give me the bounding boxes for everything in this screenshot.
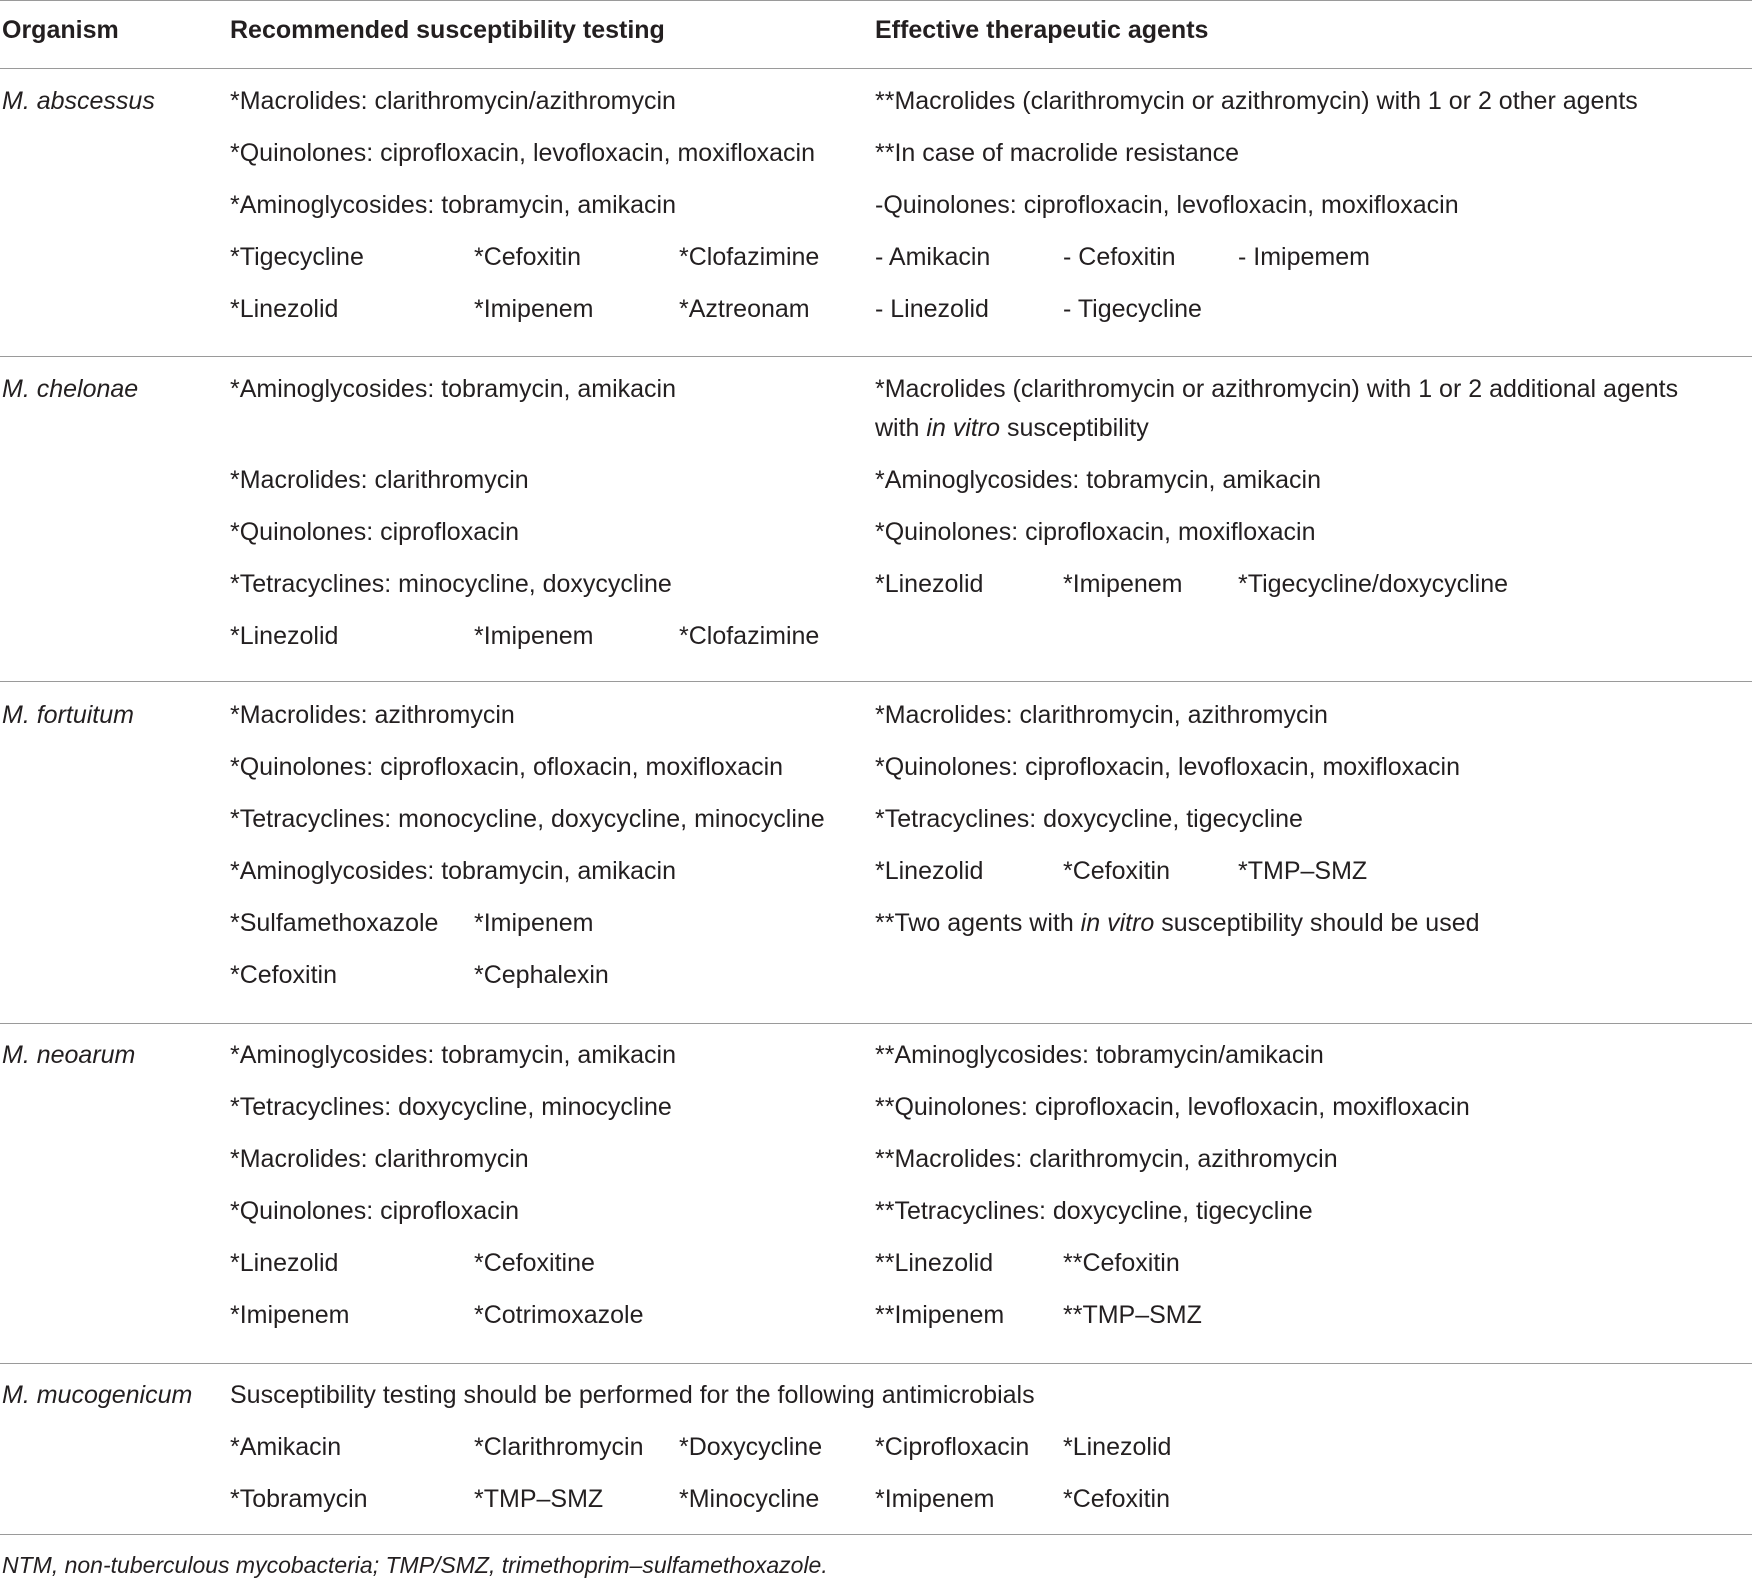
antimicrobial-item: *Amikacin — [230, 1433, 342, 1461]
agents-text: susceptibility should be used — [1154, 909, 1480, 937]
organism-name: M. mucogenicum — [2, 1381, 193, 1409]
antimicrobial-item: *Linezolid — [1063, 1433, 1172, 1461]
agents-item: - Tigecycline — [1063, 295, 1202, 323]
agents-line: **Quinolones: ciprofloxacin, levofloxacin, moxifloxacin — [875, 1093, 1470, 1121]
agents-item: *Tigecycline/doxycycline — [1238, 570, 1509, 598]
testing-line: *Quinolones: ciprofloxacin — [230, 1197, 520, 1225]
testing-line: *Tetracyclines: monocycline, doxycycline, minocycline — [230, 805, 825, 833]
agents-item: **TMP–SMZ — [1063, 1301, 1202, 1329]
testing-line: *Aminoglycosides: tobramycin, amikacin — [230, 1041, 677, 1069]
agents-line: *Macrolides (clarithromycin or azithromycin) with 1 or 2 additional agents — [875, 375, 1679, 403]
testing-item: *Cefoxitine — [474, 1249, 595, 1277]
testing-line: *Quinolones: ciprofloxacin, levofloxacin, moxifloxacin — [230, 139, 816, 167]
row-divider — [0, 681, 1752, 682]
organism-name: M. neoarum — [2, 1041, 136, 1069]
agents-line: *Macrolides: clarithromycin, azithromycin — [875, 701, 1328, 729]
testing-item: *Imipenem — [230, 1301, 350, 1329]
antimicrobial-item: *Ciprofloxacin — [875, 1433, 1030, 1461]
agents-line: *Tetracyclines: doxycycline, tigecycline — [875, 805, 1303, 833]
agents-line: *Aminoglycosides: tobramycin, amikacin — [875, 466, 1322, 494]
agents-line: *Quinolones: ciprofloxacin, moxifloxacin — [875, 518, 1316, 546]
header-rule — [0, 68, 1752, 69]
testing-line: *Quinolones: ciprofloxacin — [230, 518, 520, 546]
agents-item: - Linezolid — [875, 295, 989, 323]
agents-item: *Cefoxitin — [1063, 857, 1170, 885]
testing-line: *Tetracyclines: doxycycline, minocycline — [230, 1093, 672, 1121]
agents-line: **Macrolides (clarithromycin or azithromycin) with 1 or 2 other agents — [875, 87, 1638, 115]
testing-line: *Macrolides: azithromycin — [230, 701, 515, 729]
testing-item: *Cephalexin — [474, 961, 609, 989]
agents-item: *Linezolid — [875, 857, 984, 885]
agents-line: **Aminoglycosides: tobramycin/amikacin — [875, 1041, 1324, 1069]
agents-line: **In case of macrolide resistance — [875, 139, 1240, 167]
agents-line — [875, 908, 1480, 938]
testing-line: *Macrolides: clarithromycin/azithromycin — [230, 87, 676, 115]
in-vitro-text: in vitro — [926, 414, 1001, 442]
testing-item: *Tigecycline — [230, 243, 364, 271]
agents-item: *Linezolid — [875, 570, 984, 598]
agents-item: *TMP–SMZ — [1238, 857, 1368, 885]
testing-item: *Clofazimine — [679, 622, 820, 650]
testing-item: *Imipenem — [474, 622, 594, 650]
testing-line: *Macrolides: clarithromycin — [230, 466, 529, 494]
antimicrobial-item: *Tobramycin — [230, 1485, 368, 1513]
testing-line: *Aminoglycosides: tobramycin, amikacin — [230, 191, 677, 219]
row-divider — [0, 1363, 1752, 1364]
testing-item: *Clofazimine — [679, 243, 820, 271]
testing-item: *Aztreonam — [679, 295, 810, 323]
header-testing: Recommended susceptibility testing — [230, 16, 665, 44]
antimicrobial-item: *Clarithromycin — [474, 1433, 644, 1461]
agents-line: *Quinolones: ciprofloxacin, levofloxacin, moxifloxacin — [875, 753, 1461, 781]
agents-line: **Tetracyclines: doxycycline, tigecycline — [875, 1197, 1313, 1225]
in-vitro-text: in vitro — [1080, 909, 1155, 937]
testing-line: *Quinolones: ciprofloxacin, ofloxacin, moxifloxacin — [230, 753, 784, 781]
agents-item: **Cefoxitin — [1063, 1249, 1180, 1277]
testing-item: *Imipenem — [474, 295, 594, 323]
table-top-rule — [0, 0, 1752, 1]
testing-line: Susceptibility testing should be performed for the following antimicrobials — [230, 1381, 1035, 1409]
testing-item: *Linezolid — [230, 622, 339, 650]
agents-item: *Imipenem — [1063, 570, 1183, 598]
agents-text: susceptibility — [1000, 414, 1149, 442]
testing-item: *Cefoxitin — [230, 961, 337, 989]
testing-item: *Sulfamethoxazole — [230, 909, 439, 937]
antimicrobial-item: *Doxycycline — [679, 1433, 823, 1461]
testing-line: *Aminoglycosides: tobramycin, amikacin — [230, 857, 677, 885]
testing-item: *Linezolid — [230, 295, 339, 323]
testing-line: *Aminoglycosides: tobramycin, amikacin — [230, 375, 677, 403]
agents-line — [875, 413, 1149, 443]
table-footnote: NTM, non-tuberculous mycobacteria; TMP/SMZ, trimethoprim–sulfamethoxazole. — [2, 1552, 828, 1578]
row-divider — [0, 1023, 1752, 1024]
agents-item: - Amikacin — [875, 243, 991, 271]
testing-item: *Linezolid — [230, 1249, 339, 1277]
antimicrobial-item: *Cefoxitin — [1063, 1485, 1170, 1513]
antimicrobial-item: *Imipenem — [875, 1485, 995, 1513]
agents-line: **Macrolides: clarithromycin, azithromycin — [875, 1145, 1338, 1173]
table-bottom-rule — [0, 1534, 1752, 1535]
testing-item: *Imipenem — [474, 909, 594, 937]
agents-item: - Imipemem — [1238, 243, 1370, 271]
antimicrobial-item: *Minocycline — [679, 1485, 820, 1513]
antimicrobial-item: *TMP–SMZ — [474, 1485, 604, 1513]
testing-line: *Macrolides: clarithromycin — [230, 1145, 529, 1173]
organism-name: M. fortuitum — [2, 701, 134, 729]
header-agents: Effective therapeutic agents — [875, 16, 1209, 44]
organism-name: M. abscessus — [2, 87, 155, 115]
agents-item: - Cefoxitin — [1063, 243, 1176, 271]
agents-item: **Imipenem — [875, 1301, 1005, 1329]
agents-text: **Two agents with — [875, 909, 1081, 937]
agents-item: **Linezolid — [875, 1249, 994, 1277]
testing-item: *Cefoxitin — [474, 243, 581, 271]
row-divider — [0, 356, 1752, 357]
organism-name: M. chelonae — [2, 375, 139, 403]
testing-item: *Cotrimoxazole — [474, 1301, 644, 1329]
agents-text: with — [875, 414, 927, 442]
agents-line: -Quinolones: ciprofloxacin, levofloxacin, moxifloxacin — [875, 191, 1459, 219]
header-organism: Organism — [2, 16, 119, 44]
testing-line: *Tetracyclines: minocycline, doxycycline — [230, 570, 672, 598]
